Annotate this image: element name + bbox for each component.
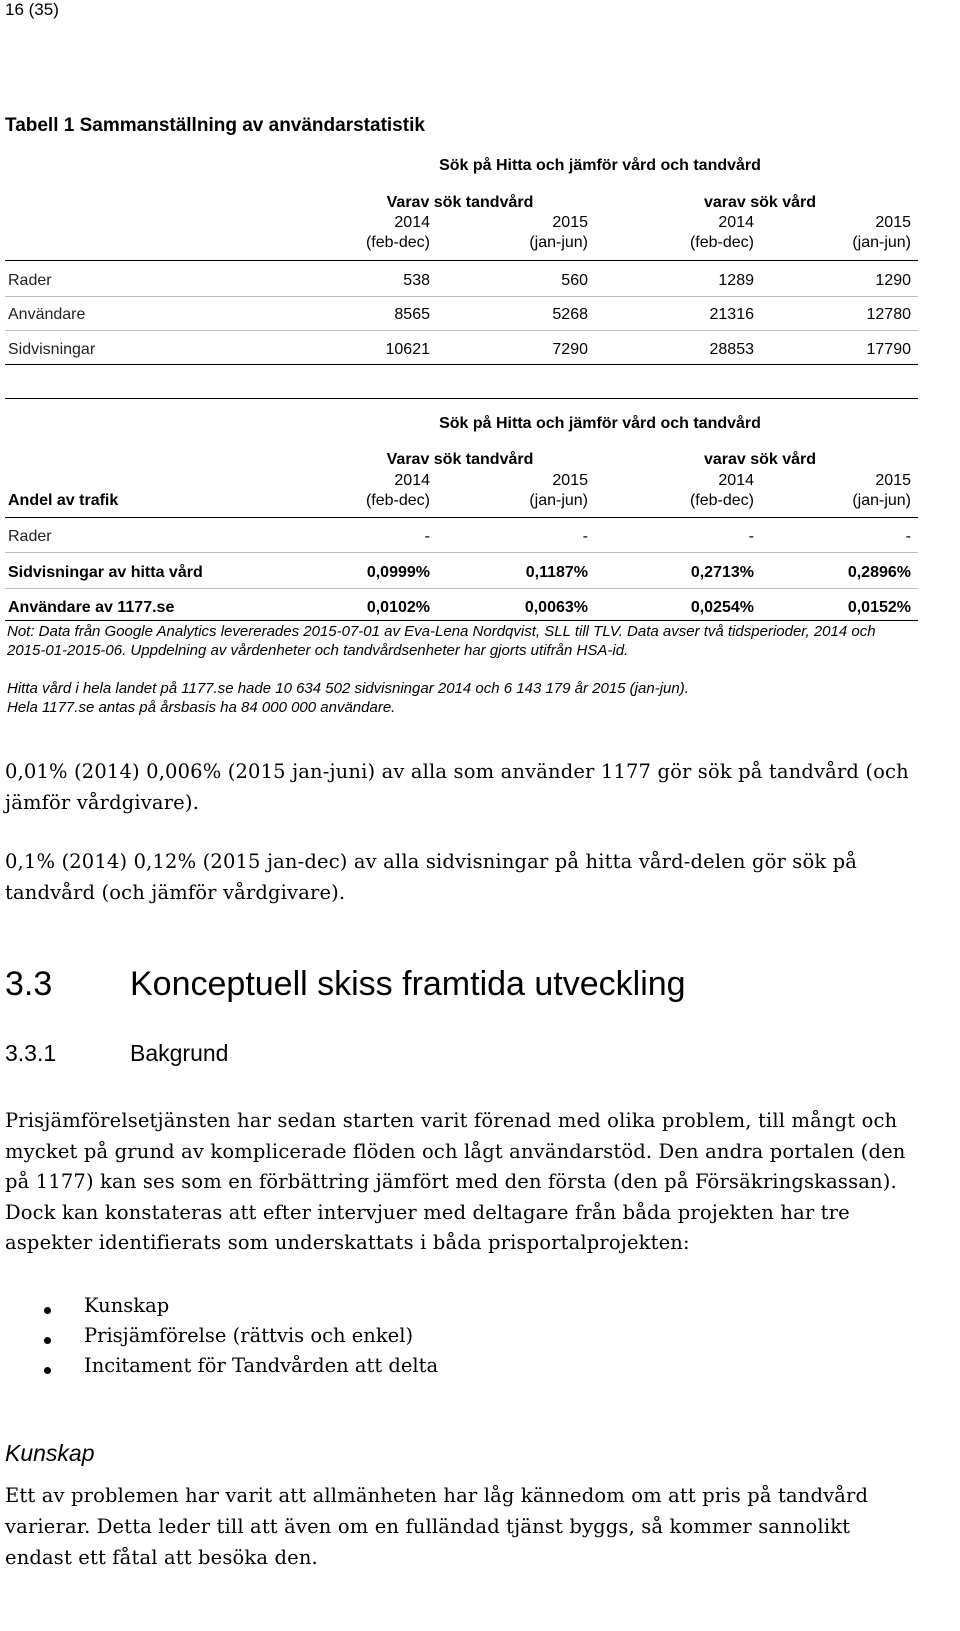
table1-row-label: Rader bbox=[8, 272, 52, 289]
table2-row-label: Användare av 1177.se bbox=[8, 599, 175, 616]
table-title: Tabell 1 Sammanställning av användarstatistik bbox=[5, 115, 425, 136]
subsection-number: 3.3.1 bbox=[5, 1040, 57, 1066]
table2-header-rule bbox=[5, 517, 918, 518]
section-number: 3.3 bbox=[5, 965, 53, 1003]
table-note-hitta: Hitta vård i hela landet på 1177.se hade 10 634 502 sidvisningar 2014 och 6 143 179 år 2015 (jan-jun). bbox=[7, 680, 689, 697]
bullet-dot-icon bbox=[44, 1307, 51, 1314]
table2-subheader-tandvard: Varav sök tandvård bbox=[386, 451, 534, 468]
table1-cell: 21316 bbox=[709, 306, 754, 323]
table2-cell: 0,2896% bbox=[847, 564, 911, 581]
table2-col4-period: (jan-jun) bbox=[852, 492, 911, 509]
table2-col4-year: 2015 bbox=[875, 472, 911, 489]
table1-col2-period: (jan-jun) bbox=[529, 234, 588, 251]
table1-col1-period: (feb-dec) bbox=[365, 234, 430, 251]
table2-cell: - bbox=[582, 528, 588, 545]
table1-cell: 7290 bbox=[552, 341, 588, 358]
table1-row-rule bbox=[5, 296, 918, 297]
table-note-1177: Hela 1177.se antas på årsbasis ha 84 000 000 användare. bbox=[7, 699, 396, 716]
table2-group-header: Sök på Hitta och jämför vård och tandvård bbox=[439, 415, 761, 432]
table1-group-header: Sök på Hitta och jämför vård och tandvård bbox=[439, 157, 761, 174]
table2-row-label: Sidvisningar av hitta vård bbox=[8, 564, 203, 581]
table2-cell: 0,0063% bbox=[524, 599, 588, 616]
paragraph-2: 0,1% (2014) 0,12% (2015 jan-dec) av alla sidvisningar på hitta vård-delen gör sök på tandvård (och jämför vårdgivare). bbox=[5, 850, 858, 904]
table2-cell: - bbox=[424, 528, 430, 545]
table1-row-label: Sidvisningar bbox=[8, 341, 96, 358]
table1-cell: 560 bbox=[561, 272, 588, 289]
table2-col3-year: 2014 bbox=[718, 472, 754, 489]
table1-cell: 1289 bbox=[718, 272, 754, 289]
bullet-item: Prisjämförelse (rättvis och enkel) bbox=[84, 1324, 414, 1347]
table1-row-label: Användare bbox=[8, 306, 86, 323]
paragraph-1: 0,01% (2014) 0,006% (2015 jan-juni) av alla som använder 1177 gör sök på tandvård (och jämför vårdgivare). bbox=[5, 760, 909, 814]
table1-cell: 10621 bbox=[385, 341, 430, 358]
table1-col2-year: 2015 bbox=[552, 214, 588, 231]
table2-col2-period: (jan-jun) bbox=[529, 492, 588, 509]
page-number: 16 (35) bbox=[5, 0, 59, 19]
table1-cell: 28853 bbox=[709, 341, 754, 358]
table2-cell: 0,0254% bbox=[690, 599, 754, 616]
table2-cell: - bbox=[905, 528, 911, 545]
section-title: Konceptuell skiss framtida utveckling bbox=[130, 965, 686, 1003]
table1-col4-year: 2015 bbox=[875, 214, 911, 231]
table1-col3-period: (feb-dec) bbox=[689, 234, 754, 251]
table2-col2-year: 2015 bbox=[552, 472, 588, 489]
table2-row-rule bbox=[5, 552, 918, 553]
table1-col4-period: (jan-jun) bbox=[852, 234, 911, 251]
bullet-dot-icon bbox=[44, 1367, 51, 1374]
table2-cell: - bbox=[748, 528, 754, 545]
table2-row-rule bbox=[5, 588, 918, 589]
table1-row-rule bbox=[5, 330, 918, 331]
table2-col3-period: (feb-dec) bbox=[689, 492, 754, 509]
subsection-title: Bakgrund bbox=[130, 1040, 229, 1066]
table1-bottom-rule bbox=[5, 364, 918, 365]
table2-row-header: Andel av trafik bbox=[8, 492, 119, 509]
table1-col3-year: 2014 bbox=[718, 214, 754, 231]
table2-col1-period: (feb-dec) bbox=[365, 492, 430, 509]
table1-subheader-tandvard: Varav sök tandvård bbox=[386, 194, 534, 211]
table1-cell: 5268 bbox=[552, 306, 588, 323]
table2-col1-year: 2014 bbox=[394, 472, 430, 489]
table2-cell: 0,0102% bbox=[366, 599, 430, 616]
table2-subheader-vard: varav sök vård bbox=[703, 451, 817, 468]
heading-kunskap: Kunskap bbox=[5, 1440, 95, 1466]
table2-cell: 0,0152% bbox=[847, 599, 911, 616]
table2-row-label: Rader bbox=[8, 528, 52, 545]
bullet-item: Kunskap bbox=[84, 1294, 170, 1317]
table1-cell: 538 bbox=[403, 272, 430, 289]
table1-cell: 12780 bbox=[866, 306, 911, 323]
table2-cell: 0,2713% bbox=[690, 564, 754, 581]
bullet-dot-icon bbox=[44, 1337, 51, 1344]
paragraph-kunskap: Ett av problemen har varit att allmänheten har låg kännedom om att pris på tandvård varierar. Detta leder till att även om en fulländad tjänst byggs, så kommer sannolikt endast ett fåtal att besöka den. bbox=[5, 1484, 869, 1569]
table1-cell: 8565 bbox=[394, 306, 430, 323]
table2-cell: 0,0999% bbox=[366, 564, 430, 581]
table1-header-rule bbox=[5, 260, 918, 261]
table2-top-rule bbox=[5, 398, 918, 399]
table1-cell: 1290 bbox=[875, 272, 911, 289]
table2-bottom-rule bbox=[5, 620, 918, 621]
table1-col1-year: 2014 bbox=[394, 214, 430, 231]
paragraph-background: Prisjämförelsetjänsten har sedan starten varit förenad med olika problem, till mångt och mycket på grund av komplicerade flöden och lågt användarstöd. Den andra portalen (den på 1177) kan ses som en förbättring jämfört med den första (den på Försäkringskassan). Dock kan konstateras att efter intervjuer med deltagare från båda projekten har tre aspekter identifierats som underskattats i båda prisportalprojekten: bbox=[5, 1109, 906, 1254]
table-note: Not: Data från Google Analytics levererades 2015-07-01 av Eva-Lena Nordqvist, SLL till TLV. Data avser två tidsperioder, 2014 och 2015-01-2015-06. Uppdelning av vårdenheter och tandvårdsenheter har gjorts utifrån HSA-id. bbox=[7, 623, 876, 659]
table1-cell: 17790 bbox=[866, 341, 911, 358]
bullet-item: Incitament för Tandvården att delta bbox=[84, 1354, 439, 1377]
table1-subheader-vard: varav sök vård bbox=[703, 194, 817, 211]
table2-cell: 0,1187% bbox=[525, 564, 588, 581]
